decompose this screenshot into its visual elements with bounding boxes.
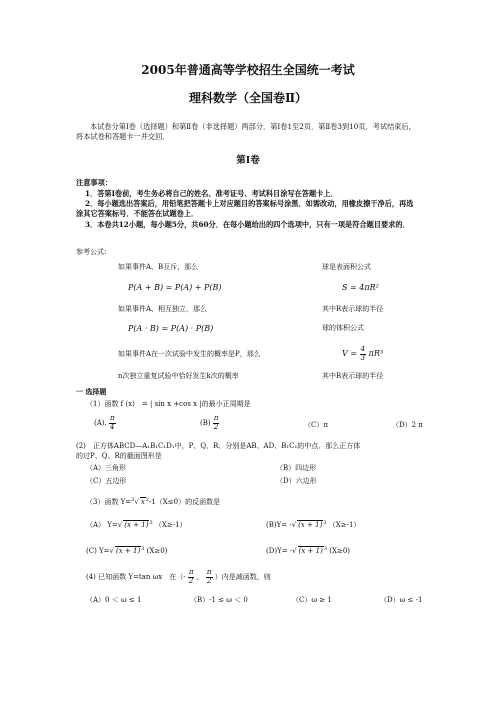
q3-option-a: （A） Y=√ $(x + 1)^3$ （X≥-1） <box>86 520 187 529</box>
fraction-numerator: π <box>109 414 115 422</box>
fraction-denominator: 2 <box>206 576 212 585</box>
cube-root-symbol: 3 <box>131 497 135 503</box>
fraction-denominator: 4 <box>110 422 115 431</box>
option-condition: （X≥-1） <box>328 521 361 529</box>
q3-option-b: (B)Y= -√ $(x + 1)^3$ （X≥-1） <box>266 520 361 529</box>
q4-option-b: （B）-1 ≤ ω ＜ 0 <box>190 596 248 604</box>
option-expression: (x + 1) <box>298 547 323 555</box>
volume-title: 第Ⅰ卷 <box>236 155 260 166</box>
fraction-denominator: 2 <box>188 576 194 585</box>
exponent: 3 <box>149 520 153 526</box>
notes-block <box>76 178 420 231</box>
ref-left-line: 如果事件A在一次试验中发生的概率是P，那么 <box>118 350 261 358</box>
exponent: 3 <box>323 520 327 526</box>
section-title: 一 选择题 <box>76 387 107 396</box>
exponent: 2 <box>145 497 149 503</box>
q2-option-a: （A）三角形 <box>86 464 127 472</box>
exam-subtitle: 理科数学（全国卷Ⅱ） <box>188 91 308 105</box>
note-item: 1．答第Ⅰ卷前，考生务必将自己的姓名、准考证号、考试科目涂写在答题卡上． <box>85 188 338 198</box>
ref-right-line: 球是表面积公式 <box>322 263 371 271</box>
fraction-numerator: π <box>206 568 212 576</box>
option-label: (C) Y= <box>86 547 110 555</box>
option-condition: (X≥0) <box>146 547 168 555</box>
notes-heading: 注意事项： <box>76 178 112 187</box>
q1-option-d: （D）2 π <box>392 421 423 429</box>
q4-stem-start: (4) 已知函数 Y=tan ωx 在（- <box>86 573 186 582</box>
q1-option-c: （C）π <box>304 421 328 429</box>
ref-volume-fraction <box>360 346 366 362</box>
q2-option-c: （C）五边形 <box>86 477 127 485</box>
q4-option-a: （A）0 ＜ ω ≤ 1 <box>86 596 142 604</box>
option-condition: (X≥0) <box>329 547 350 555</box>
ref-right-line: 其中R表示球的半径 <box>322 372 384 380</box>
fraction-numerator: 4 <box>360 345 366 353</box>
reference-label: 参考公式: <box>76 248 107 256</box>
option-expression: (x + 1) <box>298 521 323 529</box>
option-label: (D)Y= - <box>266 547 293 555</box>
option-label: （A） Y= <box>86 521 118 529</box>
exponent: 3 <box>141 546 145 552</box>
option-fraction <box>109 415 116 431</box>
question-1-stem: （1）函数 f (x) = | sin x +cos x |的最小正周期是 <box>86 400 251 408</box>
exponent: 3 <box>323 546 327 552</box>
note-item: 3．本卷共12小题，每小题5分，共60分．在每小题给出的四个选项中，只有一项是符合题目要求的． <box>85 219 410 229</box>
ref-right-line: 其中R表示球的半径 <box>322 305 384 313</box>
ref-volume-formula <box>342 346 383 362</box>
q4-stem-end: ）内是减函数，则 <box>214 573 271 582</box>
fraction-denominator: 3 <box>360 353 366 362</box>
ref-left-line: 如果事件A、相互独立，那么 <box>118 305 208 313</box>
option-label: (B)Y= - <box>266 521 292 529</box>
question-4-stem <box>86 569 271 585</box>
fraction-numerator: π <box>213 414 219 422</box>
option-label: (A). <box>94 419 107 428</box>
fraction-numerator: π <box>188 568 194 576</box>
option-label: (B) <box>200 419 211 428</box>
q4-fraction-right <box>206 569 213 585</box>
question-3-stem: （3）函数 Y=$^3$√ $x^2-1(X\le 0)$的反函数是 <box>86 497 221 506</box>
ref-volume-rhs: πR³ <box>368 349 384 359</box>
q4-option-c: （C）ω ≥ 1 <box>292 596 332 604</box>
q3-option-d: (D)Y= -√ $(x + 1)^3$ (X≥0) <box>266 546 350 555</box>
question-2-stem: (2) 正方体ABCD—A₁B₁C₁D₁中，P、Q、R、分别是AB、AD、B₁C₁的中点．那么正方体 <box>76 442 361 450</box>
q1-option-a <box>94 415 116 431</box>
option-fraction <box>213 415 220 431</box>
option-condition: （X≥-1） <box>154 521 187 529</box>
ref-right-formula: S = 4πR² <box>342 283 379 292</box>
option-expression: (x + 1) <box>124 521 149 529</box>
q1-option-b <box>200 415 219 431</box>
q2-option-d: （D）六边形 <box>276 477 317 485</box>
q3-stem-end: -1（X≤0）的反函数是 <box>148 498 221 506</box>
intro-paragraph: 本试卷分第Ⅰ卷（选择题）和第Ⅱ卷（非选择题）两部分．第Ⅰ卷1至2页．第Ⅱ卷3到10页．考试结束后，将本试卷和答题卡一并交回． <box>76 122 416 141</box>
q4-stem-mid: ， <box>196 573 204 582</box>
ref-left-line: 如果事件A、B互斥，那么 <box>118 263 199 271</box>
ref-left-formula: P(A · B) = P(A) · P(B) <box>128 324 214 333</box>
exam-title: 2005年普通高等学校招生全国统一考试 <box>141 63 355 77</box>
q4-fraction-left <box>188 569 195 585</box>
ref-right-line: 球的体积公式 <box>322 324 364 332</box>
note-item: 2．每小题选出答案后，用铅笔把答题卡上对应题目的答案标号涂黑．如需改动，用橡皮擦干净后，再选涂其它答案标号．不能答在试题卷上． <box>76 199 414 219</box>
ref-volume-lhs: V = <box>342 349 358 359</box>
option-expression: (x + 1) <box>116 547 141 555</box>
q2-option-b: （B）四边形 <box>276 464 317 472</box>
ref-left-formula: P(A + B) = P(A) + P(B) <box>128 283 222 292</box>
fraction-denominator: 2 <box>213 422 219 431</box>
q3-stem-start: （3）函数 Y= <box>86 498 132 506</box>
q3-option-c: (C) Y=√ $(x + 1)^3$ (X≥0) <box>86 546 168 555</box>
question-2-stem-cont: 的过P、Q、R的截面图形是 <box>76 452 162 460</box>
q3-radicand: x <box>140 498 145 506</box>
ref-left-line: n次独立重复试验中恰好发生k次的概率 <box>118 372 239 380</box>
q4-option-d: （D）ω ≤ -1 <box>380 596 423 604</box>
